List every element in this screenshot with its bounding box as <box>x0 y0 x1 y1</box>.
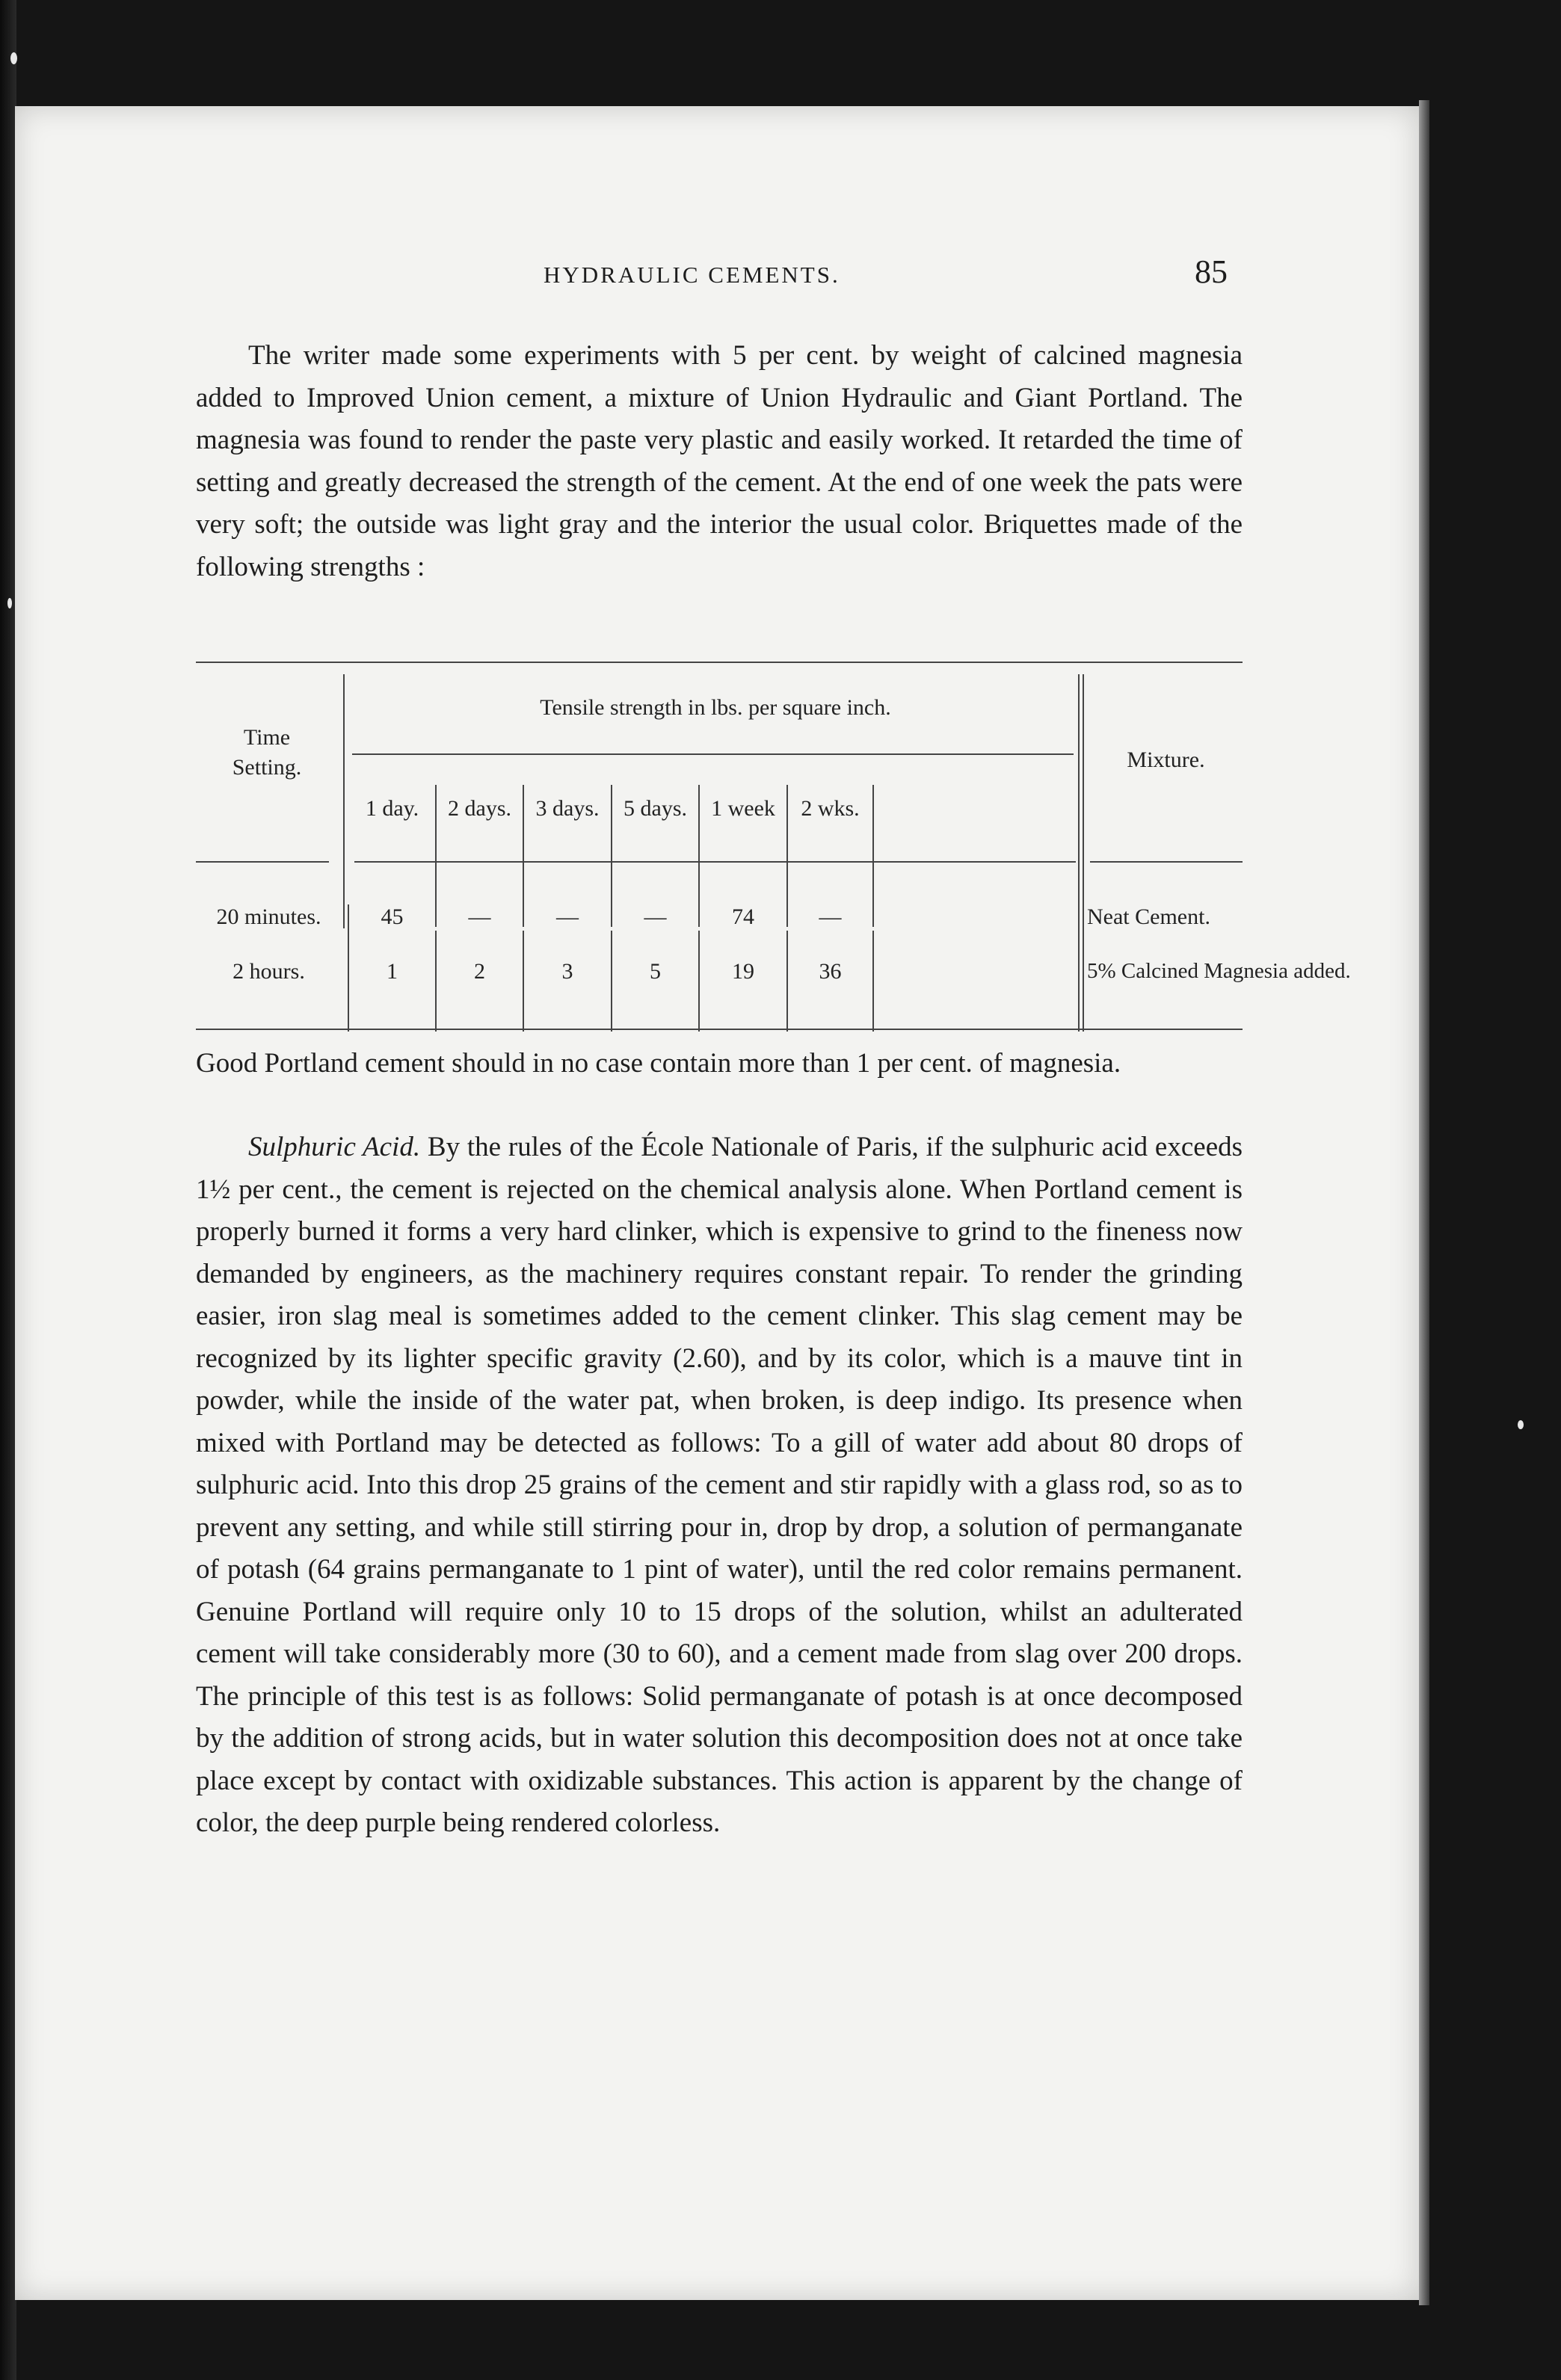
paragraph-magnesia-limit <box>196 1043 1243 1085</box>
time-header: Setting. <box>232 755 302 780</box>
table-cell: — <box>819 904 842 929</box>
table-cell: — <box>468 904 491 929</box>
period-header: 2 wks. <box>801 796 860 821</box>
table-divider <box>343 674 345 928</box>
table-cell: 3 <box>561 959 573 984</box>
scan-speck <box>1518 1420 1524 1429</box>
table-cell: 19 <box>732 959 754 984</box>
period-header: 5 days. <box>624 796 687 821</box>
table-divider <box>1083 674 1084 1032</box>
table-cell: 74 <box>732 904 754 929</box>
table-cell: 1 <box>387 959 398 984</box>
table-cell: 5 <box>650 959 661 984</box>
paragraph-text: By the rules of the École Nationale of Paris, if the sulphuric acid exceeds 1½ per cent., the cement is rejected on the chemical analysis alone. When Portland cement is properly burned it forms a very hard clinker, which is expensive to grind to the fineness now demanded by engineers, as the machinery requires constant repair. To render the grinding easier, iron slag meal is sometimes added to the cement clinker. This slag cement may be recognized by its lighter specific gravity (2.60), and by its color, which is a mauve tint in powder, while the inside of the water pat, when broken, is deep indigo. Its presence when mixed with Portland may be detected as follows: To a gill of water add about 80 drops of sulphuric acid. Into this drop 25 grains of the cement and stir rapidly with a glass rod, so as to prevent any setting, and while still stirring pour in, drop by drop, a solution of permanganate of potash (64 grains permanganate to 1 pint of water), until the red color remains permanent. Genuine Portland will require only 10 to 15 drops of the solution, whilst an adulterated cement will take considerably more (30 to 60), and a cement made from slag over 200 drops. The principle of this test is as follows: Solid permanganate of potash is at once decomposed by the addition of strong acids, but in water solution this decomposition does not at once take place except by contact with oxidizable substances. This action is apparent by the change of color, the deep purple being rendered colorless. <box>196 1132 1243 1838</box>
time-header: Time <box>243 725 291 750</box>
table-divider <box>872 931 874 1032</box>
scan-speck <box>10 52 17 64</box>
tensile-strength-table <box>196 658 1351 1035</box>
scan-speck <box>7 598 12 608</box>
table-cell: 2 <box>474 959 485 984</box>
row-mixture: Neat Cement. <box>1087 904 1210 929</box>
period-header: 2 days. <box>448 796 511 821</box>
row-time: 2 hours. <box>233 959 305 984</box>
scan-border-left <box>0 0 16 2380</box>
table-divider <box>1078 674 1080 1032</box>
section-heading: Sulphuric Acid. <box>248 1132 421 1162</box>
table-column-rule <box>1090 861 1243 863</box>
paragraph-body <box>196 1126 1243 1845</box>
table-cell: — <box>644 904 667 929</box>
paragraph-sulphuric-acid <box>196 1126 1243 1845</box>
table-cell: — <box>556 904 579 929</box>
table-cell: 45 <box>381 904 404 929</box>
period-header: 3 days. <box>535 796 600 821</box>
tensile-header: Tensile strength in lbs. per square inch. <box>540 695 891 720</box>
table-divider <box>872 785 874 927</box>
table-column-rule <box>196 861 329 863</box>
table-cell: 36 <box>819 959 842 984</box>
table-subheader-rule <box>352 753 1074 755</box>
period-header: 1 week <box>711 796 775 821</box>
table-top-rule <box>196 662 1243 663</box>
period-header: 1 day. <box>365 796 419 821</box>
page-number: 85 <box>1195 253 1228 290</box>
running-title: HYDRAULIC CEMENTS. <box>544 262 840 288</box>
table-bottom-rule <box>196 1029 1243 1030</box>
row-mixture: 5% Calcined Magnesia added. <box>1087 959 1351 983</box>
paragraph-text: The writer made some experiments with 5 per cent. by weight of calcined magnesia added to Improved Union cement, a mixture of Union Hydraulic and Giant Portland. The magnesia was found to render the paste very plastic and easily worked. It retarded the time of setting and greatly decreased the strength of the cement. At the end of one week the pats were very soft; the outside was light gray and the interior the usual color. Briquettes made of the following strengths : <box>196 340 1243 582</box>
paragraph-magnesia-experiments <box>196 335 1243 588</box>
row-time: 20 minutes. <box>216 904 321 929</box>
table-column-rule <box>354 861 1076 863</box>
mixture-header: Mixture. <box>1127 747 1205 772</box>
page-edge-shadow <box>1419 100 1429 2305</box>
paragraph-text: Good Portland cement should in no case contain more than 1 per cent. of magnesia. <box>196 1048 1121 1079</box>
